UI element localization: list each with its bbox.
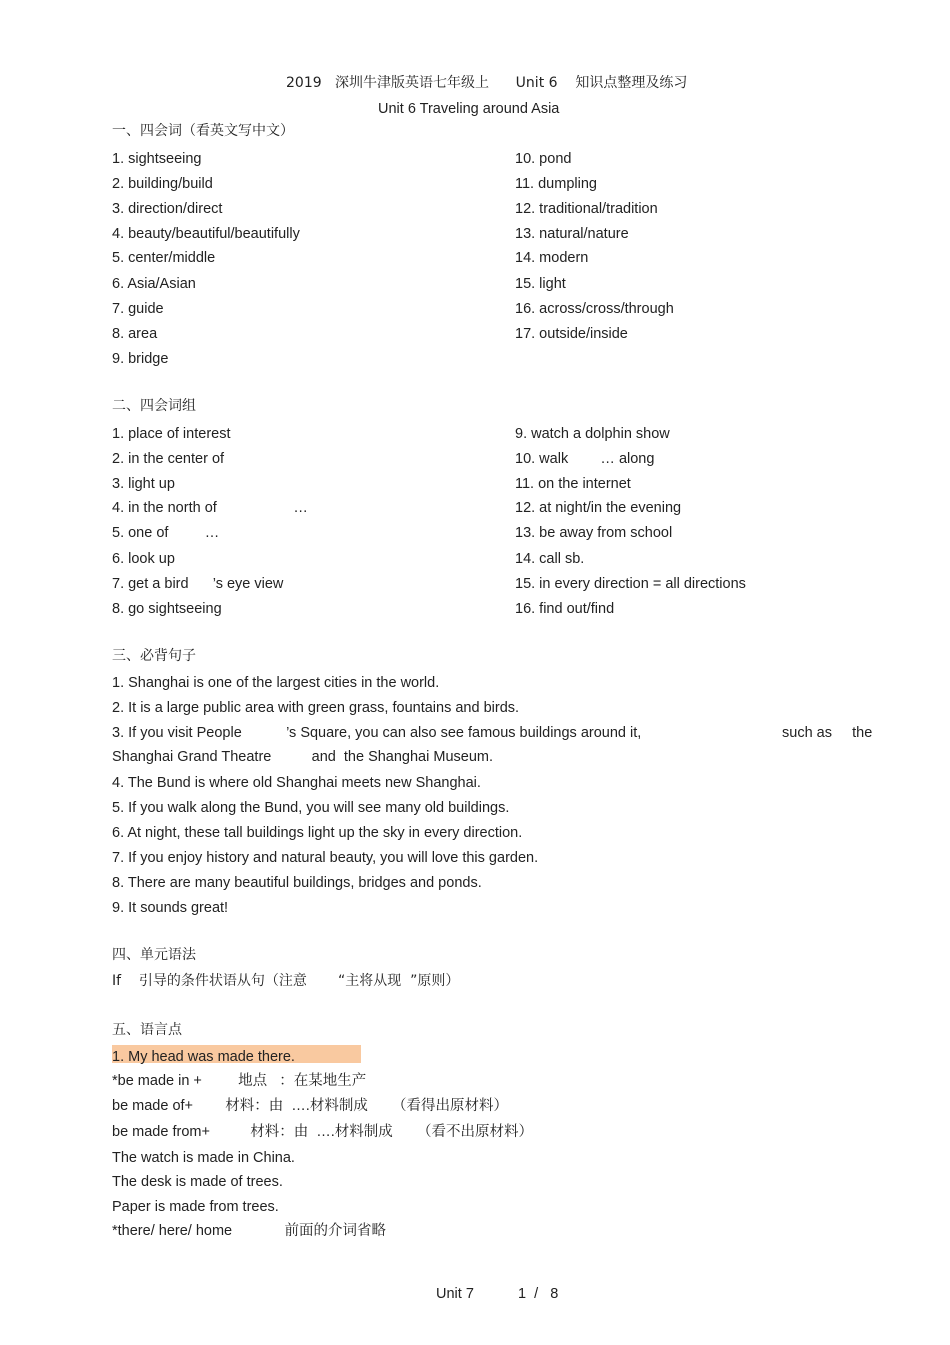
s1-right-item: 14. modern	[515, 250, 589, 266]
s1-left-item: 4. beauty/beautiful/beautifully	[112, 226, 300, 242]
s2-right-item: 15. in every direction = all directions	[515, 576, 746, 592]
s5-line-highlighted: 1. My head was made there.	[112, 1049, 295, 1065]
s1-right-item: 12. traditional/tradition	[515, 201, 658, 217]
s1-left-item: 5. center/middle	[112, 250, 216, 266]
section-1-heading: 一、四会词（看英文写中文）	[112, 123, 294, 139]
s5-line: *there/ here/ home 前面的介词省略	[112, 1223, 386, 1239]
s4-grammar-line: If 引导的条件状语从句（注意 “主将从现 ”原则）	[112, 973, 460, 989]
s3-sentence: 4. The Bund is where old Shanghai meets new Shanghai.	[112, 775, 481, 791]
s3-sentence: 6. At night, these tall buildings light up the sky in every direction.	[112, 825, 523, 841]
s5-line: The watch is made in China.	[112, 1150, 295, 1166]
title-line-2: Unit 6 Traveling around Asia	[378, 101, 560, 117]
s1-right-item: 15. light	[515, 276, 566, 292]
s1-left-item: 1. sightseeing	[112, 151, 202, 167]
s1-right-item: 10. pond	[515, 151, 572, 167]
s5-line: The desk is made of trees.	[112, 1174, 283, 1190]
s2-right-item: 14. call sb.	[515, 551, 585, 567]
s5-line: Paper is made from trees.	[112, 1199, 279, 1215]
s3-sentence: 7. If you enjoy history and natural beauty, you will love this garden.	[112, 850, 539, 866]
s2-left-item: 3. light up	[112, 476, 175, 492]
title-line-1: 2019 深圳牛津版英语七年级上 Unit 6 知识点整理及练习	[286, 75, 688, 91]
s2-right-item: 10. walk … along	[515, 451, 655, 467]
s1-right-item: 17. outside/inside	[515, 326, 628, 342]
s2-right-item: 16. find out/find	[515, 601, 615, 617]
section-5-heading: 五、语言点	[112, 1022, 182, 1038]
s3-sentence: 1. Shanghai is one of the largest cities in the world.	[112, 675, 440, 691]
s3-sentence: 3. If you visit People ’s Square, you can also see famous buildings around it,	[112, 725, 642, 741]
page-number: 1 / 8	[518, 1286, 559, 1302]
s3-sentence-tail: such as the	[782, 725, 873, 741]
s2-left-item: 1. place of interest	[112, 426, 231, 442]
s1-left-item: 3. direction/direct	[112, 201, 223, 217]
s2-left-item: 2. in the center of	[112, 451, 225, 467]
s2-left-item: 4. in the north of …	[112, 500, 308, 516]
s1-left-item: 6. Asia/Asian	[112, 276, 196, 292]
s1-right-item: 11. dumpling	[515, 176, 597, 192]
section-3-heading: 三、必背句子	[112, 648, 196, 664]
s1-left-item: 8. area	[112, 326, 158, 342]
s2-right-item: 12. at night/in the evening	[515, 500, 682, 516]
s1-right-item: 13. natural/nature	[515, 226, 629, 242]
s2-left-item: 8. go sightseeing	[112, 601, 222, 617]
s2-right-item: 13. be away from school	[515, 525, 673, 541]
section-2-heading: 二、四会词组	[112, 398, 196, 414]
footer-unit: Unit 7	[436, 1286, 474, 1302]
s1-left-item: 9. bridge	[112, 351, 169, 367]
s1-left-item: 7. guide	[112, 301, 164, 317]
s5-line: be made from+ 材料：由 ….材料制成 （看不出原材料）	[112, 1124, 533, 1140]
s3-sentence: 8. There are many beautiful buildings, bridges and ponds.	[112, 875, 482, 891]
s5-line: *be made in + 地点 ：在某地生产	[112, 1073, 367, 1089]
s5-line: be made of+ 材料：由 ….材料制成 （看得出原材料）	[112, 1098, 509, 1114]
s2-left-item: 6. look up	[112, 551, 175, 567]
s3-sentence: 2. It is a large public area with green grass, fountains and birds.	[112, 700, 520, 716]
s2-left-item: 5. one of …	[112, 525, 220, 541]
s3-sentence: 5. If you walk along the Bund, you will see many old buildings.	[112, 800, 510, 816]
s1-left-item: 2. building/build	[112, 176, 213, 192]
section-4-heading: 四、单元语法	[112, 947, 196, 963]
s2-left-item: 7. get a bird ’s eye view	[112, 576, 284, 592]
s3-sentence: Shanghai Grand Theatre and the Shanghai Museum.	[112, 749, 494, 765]
s1-right-item: 16. across/cross/through	[515, 301, 674, 317]
s2-right-item: 11. on the internet	[515, 476, 631, 492]
s3-sentence: 9. It sounds great!	[112, 900, 229, 916]
s2-right-item: 9. watch a dolphin show	[515, 426, 670, 442]
